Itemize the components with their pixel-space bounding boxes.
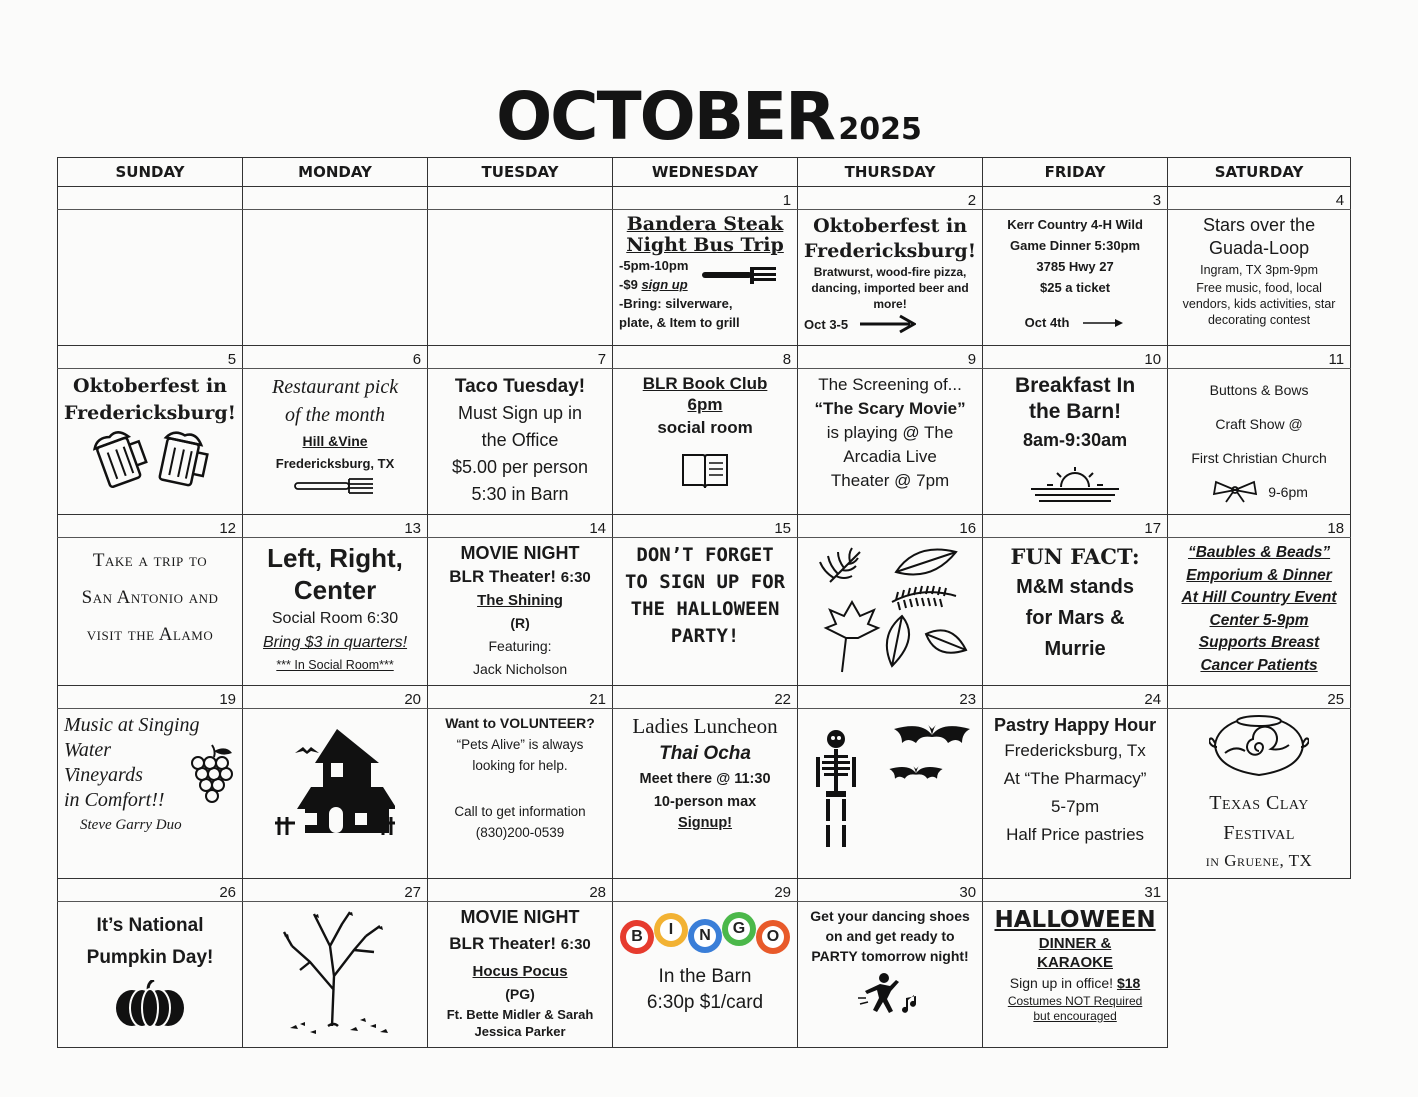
- event-detail: looking for help.: [472, 758, 568, 773]
- day-number: 17: [983, 515, 1168, 538]
- event-time: 6:30: [560, 569, 591, 586]
- event-title: Center: [293, 575, 377, 605]
- haunted-house-icon: [275, 717, 395, 837]
- day-cell-18: [1168, 538, 1351, 686]
- event-venue: BLR Theater!: [449, 567, 561, 586]
- day-cell-5: [58, 369, 243, 515]
- bat-icon: [892, 719, 972, 759]
- bingo-letter: G: [728, 918, 750, 940]
- bingo-letter: N: [694, 925, 716, 947]
- day-number: 9: [798, 346, 983, 369]
- event-detail: -Bring: silverware,: [619, 296, 733, 311]
- fork-icon: [700, 263, 780, 287]
- bingo-letter: B: [626, 926, 648, 948]
- day-number: 11: [1168, 346, 1351, 369]
- day-cell-16: [798, 538, 983, 686]
- performer: Steve Garry Duo: [80, 817, 182, 833]
- event-title: of the month: [285, 404, 386, 426]
- fork-icon: [293, 475, 377, 497]
- day-number: 27: [243, 879, 428, 902]
- day-number: 28: [428, 879, 613, 902]
- bingo-letter: O: [762, 926, 784, 948]
- day-cell-22: [613, 709, 798, 879]
- event-detail: San Antonio and: [81, 587, 219, 608]
- event-time: 5:30 in Barn: [471, 484, 569, 504]
- day-cell-14: [428, 538, 613, 686]
- event-title: Emporium & Dinner: [1186, 566, 1332, 584]
- day-number: 5: [58, 346, 243, 369]
- day-cell-30: [798, 902, 983, 1048]
- event-detail: Craft Show @: [1215, 416, 1303, 432]
- weekday-saturday: SATURDAY: [1168, 158, 1351, 187]
- autumn-tree-icon: [270, 906, 400, 1038]
- day-number: 26: [58, 879, 243, 902]
- bingo-ball-icon: [620, 920, 654, 954]
- event-detail: Cancer Patients: [1200, 656, 1318, 674]
- day-number: 14: [428, 515, 613, 538]
- event-detail: Featuring:: [488, 638, 552, 654]
- day-number: 1: [613, 187, 798, 210]
- day-cell-21: [428, 709, 613, 879]
- day-number: 25: [1168, 686, 1351, 709]
- day-number-empty: [58, 187, 243, 210]
- event-title: Texas Clay Festival: [1209, 792, 1309, 844]
- event-title: in Comfort!!: [64, 789, 165, 811]
- event-detail: Call to get information: [454, 804, 586, 819]
- event-detail: Ft. Bette Midler & Sarah: [446, 1007, 594, 1022]
- fun-fact-text: Murrie: [1044, 638, 1106, 660]
- bingo-balls: [619, 910, 791, 954]
- event-title: MOVIE NIGHT: [460, 907, 580, 927]
- event-reminder: THE HALLOWEEN: [630, 598, 780, 620]
- event-note: Costumes NOT Required: [1007, 994, 1143, 1008]
- day-cell-29: [613, 902, 798, 1048]
- event-title: The Screening of...: [818, 375, 962, 394]
- day-number: 13: [243, 515, 428, 538]
- pumpkin-icon: [112, 980, 188, 1028]
- event-reminder: PARTY!: [670, 625, 740, 647]
- day-cell-19: [58, 709, 243, 879]
- day-number: 16: [798, 515, 983, 538]
- event-time: 6:30p $1/card: [646, 992, 764, 1013]
- day-cell-empty: [428, 210, 613, 346]
- event-title: Restaurant pick: [271, 376, 399, 398]
- calendar-grid: [57, 157, 1351, 1048]
- event-detail: Must Sign up in: [457, 403, 583, 423]
- day-number: 2: [798, 187, 983, 210]
- event-detail: Sign up in office!: [1009, 975, 1117, 991]
- day-number: 22: [613, 686, 798, 709]
- day-cell-2: [798, 210, 983, 346]
- day-number: 18: [1168, 515, 1351, 538]
- movie-rating: (R): [510, 615, 530, 631]
- restaurant-name: Hill &Vine: [302, 433, 368, 449]
- event-detail: Bring $3 in quarters!: [262, 634, 408, 651]
- event-detail: Jessica Parker: [474, 1024, 566, 1039]
- event-location: Fredericksburg, Tx: [1004, 741, 1146, 760]
- event-reminder: TO SIGN UP FOR: [624, 571, 786, 593]
- day-cell-31: [983, 902, 1168, 1048]
- day-cell-6: [243, 369, 428, 515]
- event-title: FUN FACT:: [1010, 544, 1140, 569]
- beer-mugs-icon: [85, 427, 215, 491]
- phone-number[interactable]: (830)200-0539: [475, 825, 565, 840]
- event-title: Fredericksburg!: [64, 402, 237, 424]
- day-cell-24: [983, 709, 1168, 879]
- movie-rating: (PG): [505, 986, 535, 1002]
- event-detail: Supports Breast: [1198, 634, 1320, 651]
- event-title: “Baubles & Beads”: [1187, 544, 1331, 561]
- event-title: Guada-Loop: [1209, 238, 1310, 258]
- event-time: 6:30: [560, 936, 591, 953]
- event-title: Want to VOLUNTEER?: [445, 715, 595, 731]
- event-time: Social Room 6:30: [271, 610, 399, 627]
- event-description: Free music, food, local vendors, kids activities, star decorating contest: [1182, 281, 1336, 327]
- event-title: Ladies Luncheon: [632, 714, 778, 738]
- month-title: OCTOBER: [496, 78, 834, 155]
- event-price: $5.00 per person: [451, 457, 589, 477]
- event-detail: plate, & Item to grill: [619, 315, 740, 330]
- event-detail: is playing @ The: [826, 423, 954, 442]
- event-location: In the Barn: [658, 966, 752, 987]
- event-title: Music at Singing: [64, 714, 200, 736]
- day-number: 15: [613, 515, 798, 538]
- day-cell-empty: [243, 210, 428, 346]
- event-time: Game Dinner 5:30pm: [1010, 238, 1141, 253]
- day-number-empty: [243, 187, 428, 210]
- event-time: 9-6pm: [1268, 484, 1308, 500]
- bow-icon: [1210, 480, 1260, 504]
- day-number: 3: [983, 187, 1168, 210]
- event-price: $25 a ticket: [1040, 280, 1111, 295]
- day-cell-12: [58, 538, 243, 686]
- leaves-icon: [810, 542, 970, 676]
- weekday-monday: MONDAY: [243, 158, 428, 187]
- event-title: Stars over the: [1203, 215, 1316, 235]
- event-title: Water: [64, 739, 112, 761]
- fun-fact-text: for Mars &: [1025, 607, 1125, 629]
- event-dates: Oct 3-5: [804, 316, 849, 332]
- event-title: Oktoberfest in: [73, 375, 227, 397]
- day-cell-26: [58, 902, 243, 1048]
- event-location: Ingram, TX 3pm-9pm: [1200, 263, 1318, 277]
- event-time: 6pm: [687, 395, 723, 414]
- event-description: Get your dancing shoes on and get ready to PARTY tomorrow night!: [810, 908, 970, 964]
- movie-title: “The Scary Movie”: [814, 399, 966, 418]
- day-cell-17: [983, 538, 1168, 686]
- arrow-right-icon: [860, 314, 916, 334]
- day-cell-13: [243, 538, 428, 686]
- event-time: -5pm-10pm: [619, 258, 689, 273]
- event-address: 3785 Hwy 27: [1036, 259, 1114, 274]
- book-icon: [679, 451, 731, 491]
- bat-icon: [888, 761, 944, 791]
- day-number: 30: [798, 879, 983, 902]
- event-time: 5-7pm: [1050, 797, 1100, 816]
- bingo-ball-icon: [722, 912, 756, 946]
- event-detail: Jack Nicholson: [472, 661, 568, 677]
- event-time: Center 5-9pm: [1209, 611, 1309, 629]
- event-time: 8am-9:30am: [1023, 430, 1128, 450]
- day-cell-15: [613, 538, 798, 686]
- event-reminder: DON’T FORGET: [636, 544, 774, 566]
- day-cell-23: [798, 709, 983, 879]
- day-cell-8: [613, 369, 798, 515]
- event-title: Night Bus Trip: [626, 234, 784, 256]
- event-location: social room: [657, 418, 753, 437]
- day-number: 29: [613, 879, 798, 902]
- weekday-friday: FRIDAY: [983, 158, 1168, 187]
- blank-cell: [1168, 902, 1351, 1048]
- day-cell-3: [983, 210, 1168, 346]
- weekday-sunday: SUNDAY: [58, 158, 243, 187]
- restaurant-location: Fredericksburg, TX: [275, 456, 395, 471]
- day-cell-7: [428, 369, 613, 515]
- day-number: 24: [983, 686, 1168, 709]
- restaurant-name: Thai Ocha: [659, 743, 751, 764]
- signup-link[interactable]: sign up: [641, 277, 688, 292]
- day-number: 23: [798, 686, 983, 709]
- bingo-ball-icon: [654, 913, 688, 947]
- calendar-title: [0, 78, 1418, 155]
- movie-title: Hocus Pocus: [472, 963, 568, 980]
- event-location: in Gruene, TX: [1205, 851, 1313, 870]
- day-cell-20: [243, 709, 428, 879]
- event-detail: 10-person max: [653, 794, 757, 810]
- day-cell-10: [983, 369, 1168, 515]
- day-number: 12: [58, 515, 243, 538]
- event-description: Bratwurst, wood-fire pizza, dancing, imported beer and more!: [811, 265, 969, 311]
- event-title: HALLOWEEN: [994, 907, 1156, 933]
- weekday-header-row: [58, 158, 1351, 187]
- event-title: Take a trip to: [92, 550, 208, 571]
- dancer-icon: [850, 972, 930, 1018]
- event-note: but encouraged: [1033, 1009, 1117, 1023]
- year-title: 2025: [838, 112, 922, 147]
- event-location: *** In Social Room***: [276, 658, 394, 672]
- event-venue: BLR Theater!: [449, 934, 561, 953]
- day-cell-9: [798, 369, 983, 515]
- event-time: Meet there @ 11:30: [639, 771, 771, 787]
- day-number: 4: [1168, 187, 1351, 210]
- day-number: 7: [428, 346, 613, 369]
- day-number-empty: [428, 187, 613, 210]
- fun-fact-text: M&M stands: [1016, 576, 1134, 598]
- bingo-ball-icon: [756, 920, 790, 954]
- sunrise-icon: [1027, 465, 1123, 505]
- day-number: 6: [243, 346, 428, 369]
- day-cell-11: [1168, 369, 1351, 515]
- day-number: 8: [613, 346, 798, 369]
- event-title: Breakfast In: [1014, 374, 1136, 397]
- event-price: $18: [1116, 975, 1141, 991]
- event-title: Buttons & Bows: [1209, 382, 1309, 398]
- event-title: DINNER &: [1038, 935, 1112, 952]
- event-price: -$9: [619, 277, 642, 292]
- grapes-icon: [186, 743, 236, 807]
- event-title: Pastry Happy Hour: [994, 715, 1157, 735]
- day-cell-empty: [58, 210, 243, 346]
- event-title: Pumpkin Day!: [86, 947, 214, 968]
- event-title: Left, Right,: [267, 543, 403, 573]
- day-number: 10: [983, 346, 1168, 369]
- movie-title: The Shining: [477, 592, 563, 609]
- blank-cell: [1168, 879, 1351, 902]
- event-time: Theater @ 7pm: [830, 471, 950, 490]
- day-cell-28: [428, 902, 613, 1048]
- event-venue: Arcadia Live: [843, 447, 937, 466]
- arrow-right-icon: [1083, 317, 1125, 329]
- weekday-thursday: THURSDAY: [798, 158, 983, 187]
- bingo-ball-icon: [688, 919, 722, 953]
- event-title: Vineyards: [64, 764, 143, 786]
- event-title: It’s National: [96, 915, 204, 936]
- bingo-letter: I: [660, 919, 682, 941]
- clay-pot-icon: [1209, 713, 1309, 783]
- event-date: Oct 4th: [1024, 315, 1070, 330]
- event-detail: the Office: [481, 430, 559, 450]
- day-number: 20: [243, 686, 428, 709]
- event-title: BLR Book Club: [642, 374, 768, 393]
- event-title: Kerr Country 4-H Wild: [1007, 217, 1143, 232]
- day-cell-27: [243, 902, 428, 1048]
- day-number: 21: [428, 686, 613, 709]
- event-detail: visit the Alamo: [86, 624, 214, 645]
- weekday-wednesday: WEDNESDAY: [613, 158, 798, 187]
- event-title: MOVIE NIGHT: [460, 543, 580, 563]
- day-cell-4: [1168, 210, 1351, 346]
- event-title: Bandera Steak: [626, 213, 784, 235]
- event-title: Oktoberfest in: [813, 215, 968, 237]
- event-title: KARAOKE: [1037, 954, 1113, 971]
- event-venue: First Christian Church: [1191, 450, 1327, 466]
- day-cell-1: [613, 210, 798, 346]
- event-venue: At “The Pharmacy”: [1003, 769, 1147, 788]
- signup-link[interactable]: Signup!: [678, 815, 733, 831]
- day-number: 19: [58, 686, 243, 709]
- event-title: the Barn!: [1028, 400, 1122, 423]
- day-cell-25: [1168, 709, 1351, 879]
- event-venue: At Hill Country Event: [1181, 589, 1337, 606]
- event-title: Fredericksburg!: [804, 240, 977, 262]
- day-number: 31: [983, 879, 1168, 902]
- event-detail: “Pets Alive” is always: [456, 737, 584, 752]
- event-detail: Half Price pastries: [1006, 825, 1145, 844]
- event-title: Taco Tuesday!: [454, 376, 586, 397]
- skeleton-icon: [808, 729, 864, 849]
- weekday-tuesday: TUESDAY: [428, 158, 613, 187]
